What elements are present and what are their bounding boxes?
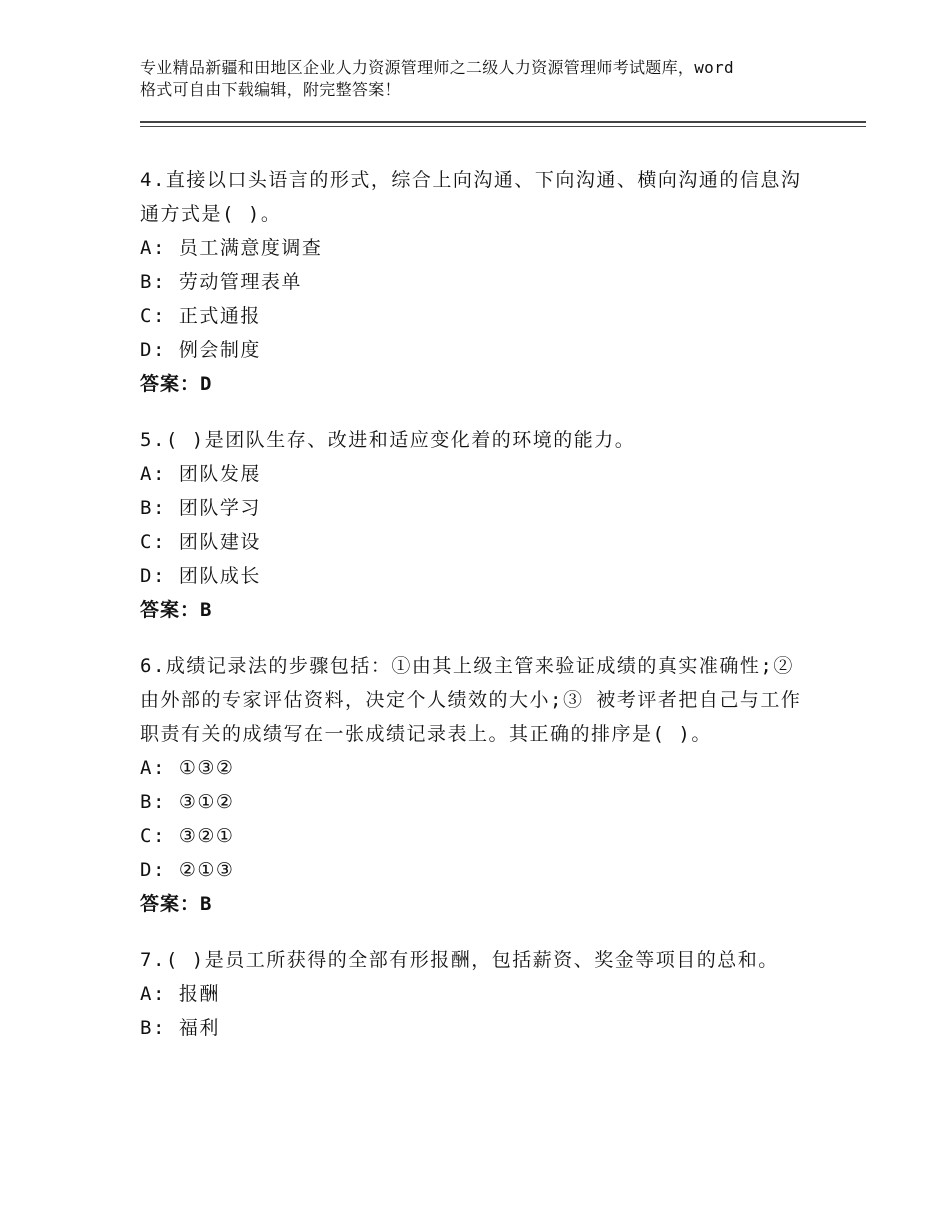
option-b: B: 团队学习 xyxy=(140,497,261,519)
answer-label: 答案：D xyxy=(140,373,213,395)
option-b: B: 福利 xyxy=(140,1017,220,1039)
option-a: A: 团队发展 xyxy=(140,463,261,485)
question-stem: 4.直接以口头语言的形式，综合上向沟通、下向沟通、横向沟通的信息沟通方式是( )。 xyxy=(140,169,802,225)
option-c: C: ③②① xyxy=(140,825,235,847)
header-line-1: 专业精品新疆和田地区企业人力资源管理师之二级人力资源管理师考试题库，word xyxy=(140,58,734,77)
question-stem: 7.( )是员工所获得的全部有形报酬，包括薪资、奖金等项目的总和。 xyxy=(140,949,779,971)
option-b: B: 劳动管理表单 xyxy=(140,271,302,293)
option-d: D: 例会制度 xyxy=(140,339,261,361)
question-7 xyxy=(140,943,820,1045)
question-stem: 6.成绩记录法的步骤包括：①由其上级主管来验证成绩的真实准确性;② 由外部的专家评估资料，决定个人绩效的大小;③ 被考评者把自己与工作职责有关的成绩写在一张成绩记录表上。其正确的排序是( )。 xyxy=(140,655,802,745)
option-d: D: 团队成长 xyxy=(140,565,261,587)
question-6 xyxy=(140,649,820,921)
option-a: A: ①③② xyxy=(140,757,235,779)
header-divider xyxy=(140,121,866,123)
answer-label: 答案：B xyxy=(140,893,213,915)
option-a: A: 报酬 xyxy=(140,983,220,1005)
document-header xyxy=(140,57,830,101)
question-list xyxy=(140,163,820,1067)
question-5 xyxy=(140,423,820,627)
option-c: C: 正式通报 xyxy=(140,305,261,327)
question-stem: 5.( )是团队生存、改进和适应变化着的环境的能力。 xyxy=(140,429,636,451)
header-line-2: 格式可自由下载编辑，附完整答案！ xyxy=(140,80,401,99)
answer-label: 答案：B xyxy=(140,599,213,621)
option-d: D: ②①③ xyxy=(140,859,235,881)
option-c: C: 团队建设 xyxy=(140,531,261,553)
option-a: A: 员工满意度调查 xyxy=(140,237,323,259)
header-divider-thin xyxy=(140,126,866,127)
question-4 xyxy=(140,163,820,401)
option-b: B: ③①② xyxy=(140,791,235,813)
